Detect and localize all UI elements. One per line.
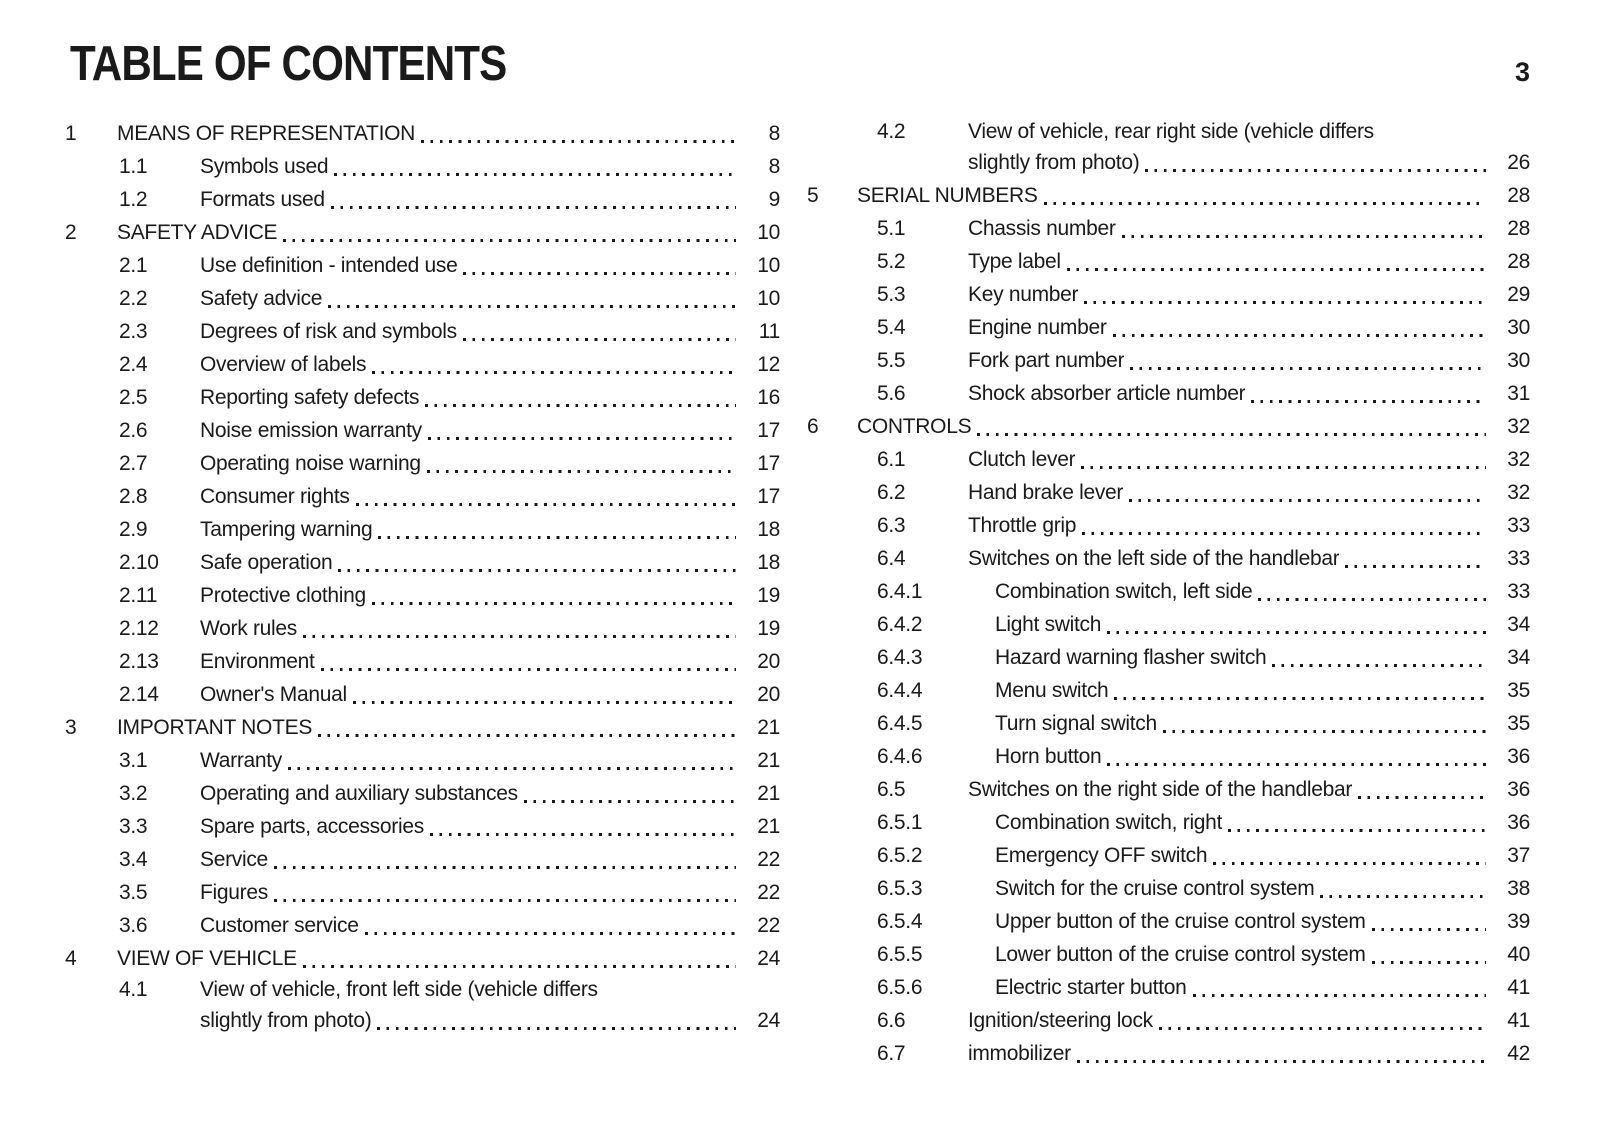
entry-title: Throttle grip: [968, 514, 1077, 537]
dot-leader: [1193, 994, 1486, 997]
entry-title: Hand brake lever: [968, 481, 1124, 504]
toc-entry: [65, 414, 780, 447]
toc-entry: [807, 344, 1530, 377]
dot-leader: [283, 239, 736, 242]
entry-page-number: 32: [1507, 448, 1530, 471]
toc-entry: [65, 711, 780, 744]
dot-leader: [1258, 598, 1486, 601]
dot-leader: [463, 272, 736, 275]
toc-entry: [807, 542, 1530, 575]
dot-leader: [1358, 796, 1486, 799]
entry-page-number: 22: [757, 914, 780, 937]
entry-title: Key number: [968, 283, 1079, 306]
entry-number: 2.9: [119, 518, 148, 541]
entry-page-number: 42: [1507, 1042, 1530, 1065]
entry-title: Service: [200, 848, 268, 871]
toc-entry: [65, 282, 780, 315]
dot-leader: [274, 899, 736, 902]
dot-leader: [372, 371, 736, 374]
entry-page-number: 28: [1507, 184, 1530, 207]
entry-page-number: 29: [1507, 283, 1530, 306]
dot-leader: [1122, 235, 1486, 238]
entry-title: Owner's Manual: [200, 683, 347, 706]
toc-entry: [807, 377, 1530, 410]
entry-number: 2: [65, 221, 77, 244]
entry-title: Safety advice: [200, 287, 323, 310]
entry-title: Tampering warning: [200, 518, 373, 541]
dot-leader: [331, 206, 736, 209]
dot-leader: [425, 404, 736, 407]
entry-number: 2.1: [119, 254, 148, 277]
entry-title: IMPORTANT NOTES: [117, 716, 313, 739]
entry-page-number: 34: [1507, 646, 1530, 669]
toc-entry: [807, 674, 1530, 707]
entry-title: MEANS OF REPRESENTATION: [117, 122, 416, 145]
entry-title: Shock absorber article number: [968, 382, 1246, 405]
entry-title: Hazard warning flasher switch: [995, 646, 1267, 669]
dot-leader: [288, 767, 736, 770]
entry-number: 1.1: [119, 155, 148, 178]
entry-title: Switches on the right side of the handlebar: [968, 778, 1353, 801]
entry-number: 2.5: [119, 386, 148, 409]
toc-entry: [65, 150, 780, 183]
dot-leader: [1129, 499, 1486, 502]
entry-number: 6.6: [877, 1009, 906, 1032]
entry-number: 3.1: [119, 749, 148, 772]
entry-title: Type label: [968, 250, 1061, 273]
entry-number: 1.2: [119, 188, 148, 211]
dot-leader: [1145, 169, 1486, 172]
entry-page-number: 40: [1507, 943, 1530, 966]
toc-entry: [65, 843, 780, 876]
toc-entry: [65, 315, 780, 348]
toc-entry: [65, 975, 780, 1037]
toc-entry: [807, 905, 1530, 938]
entry-number: 3.3: [119, 815, 148, 838]
entry-page-number: 36: [1507, 778, 1530, 801]
entry-number: 6.4.4: [877, 679, 923, 702]
dot-leader: [1163, 730, 1486, 733]
toc-entry: [65, 810, 780, 843]
dot-leader: [1130, 367, 1486, 370]
toc-entry: [807, 608, 1530, 641]
entry-number: 6.4.5: [877, 712, 923, 735]
entry-number: 6.5.2: [877, 844, 923, 867]
entry-title: Upper button of the cruise control system: [995, 910, 1366, 933]
dot-leader: [1320, 895, 1486, 898]
entry-title: Safe operation: [200, 551, 333, 574]
entry-number: 5.2: [877, 250, 906, 273]
entry-page-number: 20: [757, 650, 780, 673]
entry-title: Operating noise warning: [200, 452, 421, 475]
dot-leader: [318, 734, 736, 737]
entry-number: 3: [65, 716, 77, 739]
entry-page-number: 16: [757, 386, 780, 409]
entry-page-number: 34: [1507, 613, 1530, 636]
entry-title: SERIAL NUMBERS: [857, 184, 1038, 207]
toc-entry: [65, 447, 780, 480]
entry-title: View of vehicle, front left side (vehicle differs: [200, 978, 598, 1001]
entry-title: Chassis number: [968, 217, 1116, 240]
entry-page-number: 20: [757, 683, 780, 706]
entry-page-number: 26: [1507, 151, 1530, 174]
entry-title: Degrees of risk and symbols: [200, 320, 457, 343]
entry-page-number: 11: [758, 320, 780, 343]
entry-title: Use definition - intended use: [200, 254, 458, 277]
entry-title: Fork part number: [968, 349, 1125, 372]
entry-number: 6.2: [877, 481, 906, 504]
entry-page-number: 38: [1507, 877, 1530, 900]
entry-page-number: 33: [1507, 547, 1530, 570]
entry-page-number: 21: [757, 716, 780, 739]
dot-leader: [1067, 268, 1486, 271]
entry-title: Environment: [200, 650, 315, 673]
toc-entry: [807, 117, 1530, 179]
toc-entry: [65, 942, 780, 975]
entry-page-number: 30: [1507, 316, 1530, 339]
dot-leader: [1213, 862, 1486, 865]
toc-entry: [807, 1037, 1530, 1070]
toc-entry: [65, 480, 780, 513]
entry-title: Ignition/steering lock: [968, 1009, 1153, 1032]
toc-entry: [65, 513, 780, 546]
dot-leader: [421, 140, 736, 143]
toc-entry: [65, 183, 780, 216]
toc-entry: [65, 744, 780, 777]
entry-page-number: 41: [1507, 976, 1530, 999]
toc-entry: [65, 381, 780, 414]
toc-entry: [65, 645, 780, 678]
entry-page-number: 37: [1507, 844, 1530, 867]
dot-leader: [1228, 829, 1486, 832]
entry-title: Protective clothing: [200, 584, 366, 607]
entry-title-continued: slightly from photo): [968, 151, 1140, 174]
entry-title: Consumer rights: [200, 485, 350, 508]
entry-title: Engine number: [968, 316, 1107, 339]
entry-title: Clutch lever: [968, 448, 1076, 471]
entry-title: Work rules: [200, 617, 297, 640]
dot-leader: [1272, 664, 1486, 667]
entry-title: Light switch: [995, 613, 1102, 636]
entry-title: Switch for the cruise control system: [995, 877, 1315, 900]
toc-entry: [807, 872, 1530, 905]
entry-number: 2.13: [119, 650, 159, 673]
entry-title: Turn signal switch: [995, 712, 1157, 735]
entry-title: Emergency OFF switch: [995, 844, 1208, 867]
entry-page-number: 17: [757, 452, 780, 475]
toc-entry: [807, 179, 1530, 212]
entry-number: 4.1: [119, 978, 148, 1001]
entry-page-number: 17: [757, 485, 780, 508]
entry-page-number: 24: [757, 1009, 780, 1032]
dot-leader: [365, 932, 736, 935]
toc-column-left: [65, 117, 780, 1037]
entry-page-number: 12: [757, 353, 780, 376]
entry-page-number: 35: [1507, 712, 1530, 735]
dot-leader: [353, 701, 736, 704]
entry-number: 6.4.3: [877, 646, 923, 669]
toc-entry: [807, 806, 1530, 839]
entry-title: View of vehicle, rear right side (vehicle differs: [968, 120, 1374, 143]
entry-page-number: 33: [1507, 580, 1530, 603]
toc-entry: [65, 216, 780, 249]
entry-number: 2.8: [119, 485, 148, 508]
dot-leader: [427, 470, 736, 473]
dot-leader: [977, 433, 1486, 436]
dot-leader: [303, 965, 736, 968]
toc-entry: [65, 909, 780, 942]
entry-page-number: 18: [757, 551, 780, 574]
entry-title: Reporting safety defects: [200, 386, 420, 409]
dot-leader: [524, 800, 736, 803]
dot-leader: [1107, 763, 1486, 766]
entry-page-number: 28: [1507, 250, 1530, 273]
toc-entry: [807, 839, 1530, 872]
toc-entry: [807, 245, 1530, 278]
entry-number: 6.1: [877, 448, 906, 471]
toc-entry: [65, 678, 780, 711]
entry-title: VIEW OF VEHICLE: [117, 947, 297, 970]
entry-number: 3.5: [119, 881, 148, 904]
entry-page-number: 10: [757, 254, 780, 277]
page-title: TABLE OF CONTENTS: [70, 37, 507, 91]
entry-page-number: 10: [757, 221, 780, 244]
entry-number: 2.11: [119, 584, 158, 607]
entry-page-number: 32: [1507, 481, 1530, 504]
toc-column-right: [807, 117, 1530, 1070]
entry-title: Symbols used: [200, 155, 329, 178]
entry-number: 1: [65, 122, 77, 145]
entry-number: 6.5.1: [877, 811, 923, 834]
toc-entry: [807, 707, 1530, 740]
toc-entry: [807, 410, 1530, 443]
dot-leader: [1107, 631, 1486, 634]
entry-number: 5.4: [877, 316, 906, 339]
dot-leader: [1372, 928, 1486, 931]
toc-entry: [807, 476, 1530, 509]
dot-leader: [378, 536, 736, 539]
entry-page-number: 41: [1507, 1009, 1530, 1032]
dot-leader: [1082, 532, 1486, 535]
dot-leader: [334, 173, 736, 176]
dot-leader: [1372, 961, 1486, 964]
dot-leader: [463, 338, 736, 341]
entry-number: 3.4: [119, 848, 148, 871]
entry-number-spacer: [119, 1004, 200, 1037]
dot-leader: [338, 569, 736, 572]
entry-page-number: 19: [757, 584, 780, 607]
entry-page-number: 31: [1507, 382, 1530, 405]
dot-leader: [328, 305, 736, 308]
entry-number: 2.4: [119, 353, 148, 376]
dot-leader: [356, 503, 736, 506]
entry-title: Operating and auxiliary substances: [200, 782, 518, 805]
entry-page-number: 36: [1507, 745, 1530, 768]
entry-page-number: 10: [757, 287, 780, 310]
dot-leader: [1114, 697, 1486, 700]
toc-entry: [807, 443, 1530, 476]
entry-page-number: 39: [1507, 910, 1530, 933]
toc-entry: [65, 117, 780, 150]
entry-number-spacer: [877, 146, 968, 179]
entry-number: 6.4.6: [877, 745, 923, 768]
entry-number: 5: [807, 184, 819, 207]
entry-number: 6.5.6: [877, 976, 923, 999]
entry-page-number: 32: [1507, 415, 1530, 438]
toc-entry: [807, 575, 1530, 608]
toc-entry: [807, 740, 1530, 773]
entry-number: 6.4: [877, 547, 906, 570]
toc-entry: [807, 641, 1530, 674]
entry-title: Formats used: [200, 188, 325, 211]
entry-number: 4.2: [877, 120, 906, 143]
entry-page-number: 21: [757, 815, 780, 838]
entry-title: CONTROLS: [857, 415, 972, 438]
entry-title: Warranty: [200, 749, 282, 772]
toc-entry: [65, 579, 780, 612]
entry-title: SAFETY ADVICE: [117, 221, 278, 244]
entry-number: 4: [65, 947, 77, 970]
toc-entry: [65, 348, 780, 381]
entry-number: 6.4.1: [877, 580, 923, 603]
entry-title: Horn button: [995, 745, 1102, 768]
dot-leader: [1084, 301, 1486, 304]
entry-number: 6.7: [877, 1042, 906, 1065]
entry-page-number: 30: [1507, 349, 1530, 372]
entry-title: Customer service: [200, 914, 359, 937]
dot-leader: [274, 866, 736, 869]
dot-leader: [1251, 400, 1486, 403]
entry-number: 2.12: [119, 617, 159, 640]
dot-leader: [430, 833, 736, 836]
entry-title: Menu switch: [995, 679, 1109, 702]
dot-leader: [1077, 1060, 1486, 1063]
entry-page-number: 36: [1507, 811, 1530, 834]
entry-title: Switches on the left side of the handlebar: [968, 547, 1340, 570]
entry-title: Overview of labels: [200, 353, 367, 376]
entry-page-number: 19: [757, 617, 780, 640]
entry-number: 6.5: [877, 778, 906, 801]
entry-page-number: 18: [757, 518, 780, 541]
entry-page-number: 35: [1507, 679, 1530, 702]
toc-entry: [65, 612, 780, 645]
entry-title: Combination switch, left side: [995, 580, 1253, 603]
dot-leader: [303, 635, 736, 638]
entry-number: 6.4.2: [877, 613, 923, 636]
entry-page-number: 33: [1507, 514, 1530, 537]
entry-title: Noise emission warranty: [200, 419, 422, 442]
entry-number: 5.3: [877, 283, 906, 306]
toc-entry: [807, 938, 1530, 971]
entry-page-number: 24: [757, 947, 780, 970]
entry-number: 3.2: [119, 782, 148, 805]
entry-number: 3.6: [119, 914, 148, 937]
entry-page-number: 28: [1507, 217, 1530, 240]
toc-entry: [65, 249, 780, 282]
entry-number: 2.6: [119, 419, 148, 442]
dot-leader: [377, 1027, 736, 1030]
entry-page-number: 22: [757, 848, 780, 871]
entry-page-number: 9: [768, 188, 780, 211]
entry-number: 2.10: [119, 551, 159, 574]
toc-entry: [807, 311, 1530, 344]
entry-page-number: 8: [768, 155, 780, 178]
entry-title: Figures: [200, 881, 268, 904]
page-number: 3: [1514, 57, 1530, 87]
entry-title: Combination switch, right: [995, 811, 1223, 834]
toc-entry: [65, 546, 780, 579]
dot-leader: [428, 437, 736, 440]
entry-title: immobilizer: [968, 1042, 1071, 1065]
entry-number: 2.2: [119, 287, 148, 310]
toc-entry: [807, 773, 1530, 806]
entry-title: Lower button of the cruise control system: [995, 943, 1366, 966]
dot-leader: [1044, 202, 1486, 205]
entry-number: 5.6: [877, 382, 906, 405]
dot-leader: [372, 602, 736, 605]
entry-number: 6.3: [877, 514, 906, 537]
entry-page-number: 8: [768, 122, 780, 145]
entry-number: 5.5: [877, 349, 906, 372]
entry-page-number: 21: [757, 749, 780, 772]
entry-title: Spare parts, accessories: [200, 815, 424, 838]
entry-number: 2.7: [119, 452, 148, 475]
entry-number: 2.14: [119, 683, 159, 706]
toc-entry: [65, 876, 780, 909]
toc-entry: [807, 971, 1530, 1004]
entry-number: 6.5.4: [877, 910, 923, 933]
entry-page-number: 21: [757, 782, 780, 805]
entry-number: 6.5.5: [877, 943, 923, 966]
toc-entry: [807, 278, 1530, 311]
dot-leader: [1113, 334, 1486, 337]
dot-leader: [1081, 466, 1486, 469]
entry-number: 5.1: [877, 217, 906, 240]
entry-page-number: 22: [757, 881, 780, 904]
dot-leader: [321, 668, 736, 671]
toc-entry: [807, 509, 1530, 542]
dot-leader: [1159, 1027, 1486, 1030]
toc-entry: [807, 212, 1530, 245]
entry-title: Electric starter button: [995, 976, 1187, 999]
entry-title-continued: slightly from photo): [200, 1009, 372, 1032]
entry-page-number: 17: [757, 419, 780, 442]
toc-entry: [807, 1004, 1530, 1037]
entry-number: 6: [807, 415, 819, 438]
entry-number: 2.3: [119, 320, 148, 343]
entry-number: 6.5.3: [877, 877, 923, 900]
dot-leader: [1345, 565, 1486, 568]
toc-entry: [65, 777, 780, 810]
